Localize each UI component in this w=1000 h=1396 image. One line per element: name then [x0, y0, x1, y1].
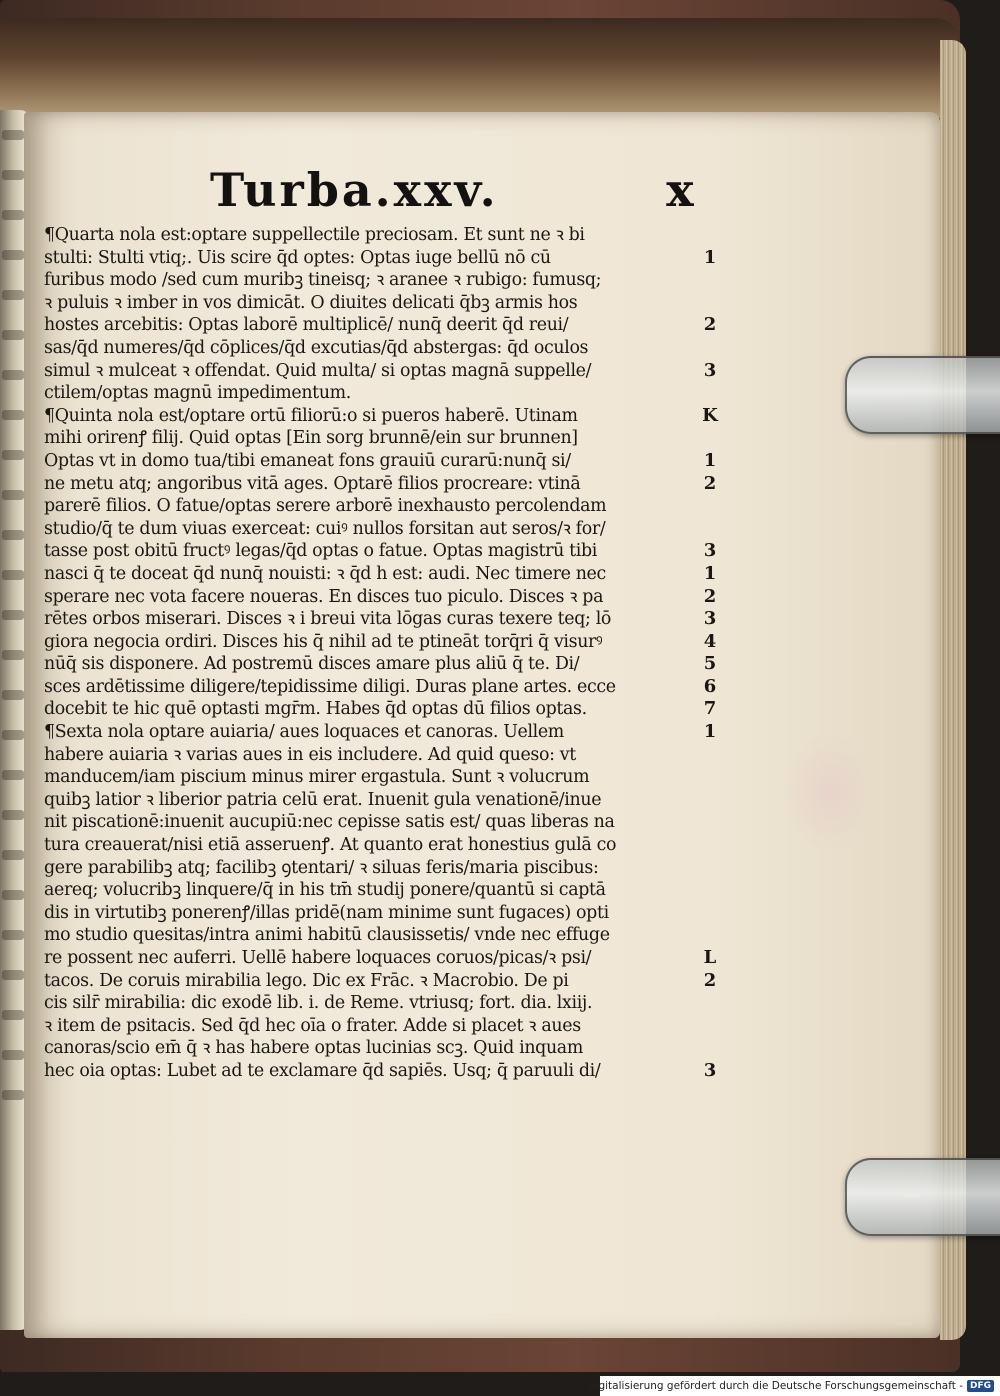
margin-note: 1 — [703, 562, 717, 584]
margin-note: 6 — [703, 675, 717, 697]
margin-note-slot — [690, 992, 730, 1015]
facing-page-text-fragment — [2, 970, 24, 980]
text-line: ¶Sexta nola optare auiaria/ aues loquaces et canoras. Uellem — [44, 722, 564, 743]
text-line: sces ardētissime diligere/tepidissime diligi. Duras plane artes. ecce — [44, 676, 616, 697]
text-line: ¶Quinta nola est/optare ortū filiorū:o si pueros haberē. Utinam — [44, 405, 578, 426]
margin-note: 1 — [703, 246, 717, 268]
margin-note: K — [702, 404, 718, 426]
text-line: nasci q̄ te doceat q̄d nunq̄ nouisti: ꝛ q̄d h̄ est: audi. Nec timere nec — [44, 563, 606, 584]
running-head: Turba.xxv. — [210, 163, 499, 217]
facing-page-text-fragment — [2, 730, 24, 740]
text-line: sperare nec vota facere noueras. En disces tuo piculo. Disces ꝛ pa — [44, 586, 604, 607]
facing-page-text-fragment — [2, 810, 24, 820]
margin-note-slot — [690, 811, 730, 834]
text-line: gere parabilibꝫ atq; facilibꝫ ꝯtentari/ ꝛ siluas feris/maria piscibus: — [44, 857, 599, 878]
margin-note: 3 — [703, 1059, 717, 1081]
text-line: ne metu atq; angoribus vitā ages. Optarē filios procreare: vtinā — [44, 473, 581, 494]
facing-page-text-fragment — [2, 1050, 24, 1060]
margin-notes — [690, 224, 730, 1083]
facing-page-text-fragment — [2, 330, 24, 340]
text-line: rētes orbos miserari. Disces ꝛ i breui vita lōgas curas texere teq; lō — [44, 609, 612, 630]
text-line: ꝛ puluis ꝛ imber in vos dimicāt. O diuites delicati q̄bꝫ armis hos — [44, 292, 578, 313]
text-line: cis silr̄ mirabilia: dic exodē lib. i. de Reme. vtriusq; fort. dia. lxiij. — [44, 993, 593, 1014]
margin-note-slot — [690, 292, 730, 315]
margin-note: 7 — [703, 698, 717, 720]
margin-note-slot — [690, 744, 730, 767]
text-line: hec oia optas: Lubet ad te exclamare q̄d sapiēs. Usq; q̄ paruuli di/ — [44, 1060, 601, 1081]
facing-page-text-fragment — [2, 570, 24, 580]
digitization-credit — [587, 1376, 1000, 1396]
facing-page-text-fragment — [2, 1010, 24, 1020]
margin-note: 1 — [703, 721, 717, 743]
text-line: aereq; volucribꝫ linquere/q̄ in his tm̄ studij ponere/quantū si captā — [44, 880, 606, 901]
facing-page-text-fragment — [2, 890, 24, 900]
facing-page-text-fragment — [2, 130, 24, 140]
text-line: manducem/iam piscium minus mirer ergastula. Sunt ꝛ volucrum — [44, 767, 590, 788]
text-line: tasse post obitū fructꝰ legas/q̄d optas o fatue. Optas magistrū tibi — [44, 541, 597, 562]
dfg-logo-icon: DFG — [967, 1380, 994, 1392]
text-line: hostes arcebitis: Optas laborē multiplicē/ nunq̄ deerit q̄d reui/ — [44, 315, 569, 336]
text-line: studio/q̄ te dum viuas exerceat: cuiꝰ nullos forsitan aut seros/ꝛ for/ — [44, 518, 606, 539]
margin-note-slot — [690, 766, 730, 789]
margin-note-slot — [690, 1037, 730, 1060]
page-edges — [940, 40, 966, 1340]
margin-note-slot — [690, 834, 730, 857]
text-line: quibꝫ latior ꝛ liberior patria celū erat. Inuenit gula venationē/inue — [44, 789, 602, 810]
text-line: parerē filios. O fatue/optas serere arborē inexhausto percolendam — [44, 496, 607, 517]
facing-page-text-fragment — [2, 170, 24, 180]
facing-page-text-fragment — [2, 930, 24, 940]
text-line: ꝛ item de psitacis. Sed q̄d hec oīa o frater. Adde si placet ꝛ aues — [44, 1015, 581, 1036]
margin-note-slot — [690, 382, 730, 405]
margin-note-slot — [690, 337, 730, 360]
margin-note-slot — [690, 857, 730, 880]
margin-note: L — [703, 947, 717, 968]
text-line: docebit te hic quē optasti mgr̄m. Habes q̄d optas dū filios optas. — [44, 699, 587, 720]
facing-page-text-fragment — [2, 410, 24, 420]
margin-note-slot — [690, 1015, 730, 1038]
text-line: ¶Quarta nola est:optare suppellectile preciosam. Et sunt ne ꝛ bi — [44, 225, 585, 245]
facing-page-text-fragment — [2, 450, 24, 460]
page-clip-top — [845, 356, 1000, 434]
margin-note-slot — [690, 495, 730, 518]
margin-note: 2 — [703, 585, 717, 607]
facing-page-text-fragment — [2, 1090, 24, 1100]
book-top-edge — [0, 18, 958, 118]
margin-note-slot — [690, 789, 730, 812]
text-line: Optas vt in domo tua/tibi emaneat fons grauiū curarū:nunq̄ si/ — [44, 450, 571, 471]
page-stain — [784, 732, 874, 852]
margin-note-slot — [690, 269, 730, 292]
credit-text: Digitalisierung gefördert durch die Deutsche Forschungsgemeinschaft - — [587, 1380, 963, 1392]
margin-note-slot — [690, 427, 730, 450]
text-line: simul ꝛ mulceat ꝛ offendat. Quid multa/ si optas magnā suppelle/ — [44, 360, 592, 381]
text-line: tacos. De coruis mirabilia lego. Dic ex Frāc. ꝛ Macrobio. De pi — [44, 970, 569, 991]
text-line: nit piscationē:inuenit aucupiū:nec cepisse satis est/ quas liberas na — [44, 812, 615, 833]
margin-note: 2 — [703, 472, 717, 494]
text-line: habere auiaria ꝛ varias aues in eis includere. Ad quid queso: vt — [44, 744, 576, 765]
text-line: stulti: Stulti vtiq;. Uis scire q̄d optes: Optas iuge bellū nō cū — [44, 247, 551, 268]
margin-note-slot — [690, 902, 730, 925]
text-line: re possent nec auferri. Uellē habere loquaces coruos/picas/ꝛ psi/ — [44, 948, 592, 968]
facing-page-text-fragment — [2, 770, 24, 780]
facing-page-text-fragment — [2, 250, 24, 260]
facing-page-text-fragment — [2, 850, 24, 860]
facing-page-text-fragment — [2, 370, 24, 380]
text-line: sas/q̄d numeres/q̄d cōplices/q̄d excutias/q̄d abstergas: q̄d oculos — [44, 337, 589, 358]
margin-note: 3 — [703, 608, 717, 630]
margin-note: 1 — [703, 449, 717, 471]
facing-page-text-fragment — [2, 610, 24, 620]
text-line: giora negocia ordiri. Disces his q̄ nihil ad te ptineāt torq̄ri q̄ visurꝰ — [44, 631, 603, 652]
text-line: mo studio quesitas/intra animi habitū clausissetis/ vnde nec effuge — [44, 925, 610, 946]
margin-note: 2 — [703, 969, 717, 991]
text-line: mihi orirenꝭ filij. Quid optas [Ein sorg brunnē/ein sur brunnen] — [44, 428, 578, 449]
facing-page-text-fragment — [2, 210, 24, 220]
text-line: nūq̄ sis disponere. Ad postremū disces amare plus aliū q̄ te. Di/ — [44, 654, 580, 675]
facing-page-text-fragment — [2, 690, 24, 700]
margin-note: 3 — [703, 359, 717, 381]
margin-note-slot — [690, 924, 730, 947]
facing-page-text-fragment — [2, 290, 24, 300]
text-line: dis in virtutibꝫ ponerenꝭ/illas pridē(nam minime sunt fugaces) opti — [44, 902, 609, 923]
margin-note: 3 — [703, 540, 717, 562]
page-clip-bottom — [845, 1158, 1000, 1236]
margin-note-slot — [690, 879, 730, 902]
folio-number: x — [666, 163, 694, 217]
body-text — [44, 224, 684, 1083]
facing-page-text-fragment — [2, 530, 24, 540]
text-line: tura creauerat/nisi etiā asseruenꝭ. At quanto erat honestius gulā co — [44, 835, 617, 856]
margin-note-slot — [690, 224, 730, 247]
text-line: ctilem/optas magnū impedimentum. — [44, 383, 351, 404]
text-line: canoras/scio em̄ q̄ ꝛ has habere optas lucinias scꝫ. Quid inquam — [44, 1038, 583, 1059]
text-line: furibus modo /sed cum muribꝫ tineisq; ꝛ aranee ꝛ rubigo: fumusq; — [44, 270, 602, 291]
margin-note: 2 — [703, 314, 717, 336]
margin-note: 5 — [703, 653, 717, 675]
facing-page-text-fragment — [2, 650, 24, 660]
margin-note: 4 — [703, 630, 717, 652]
facing-page-text-fragment — [2, 490, 24, 500]
margin-note-slot — [690, 518, 730, 541]
